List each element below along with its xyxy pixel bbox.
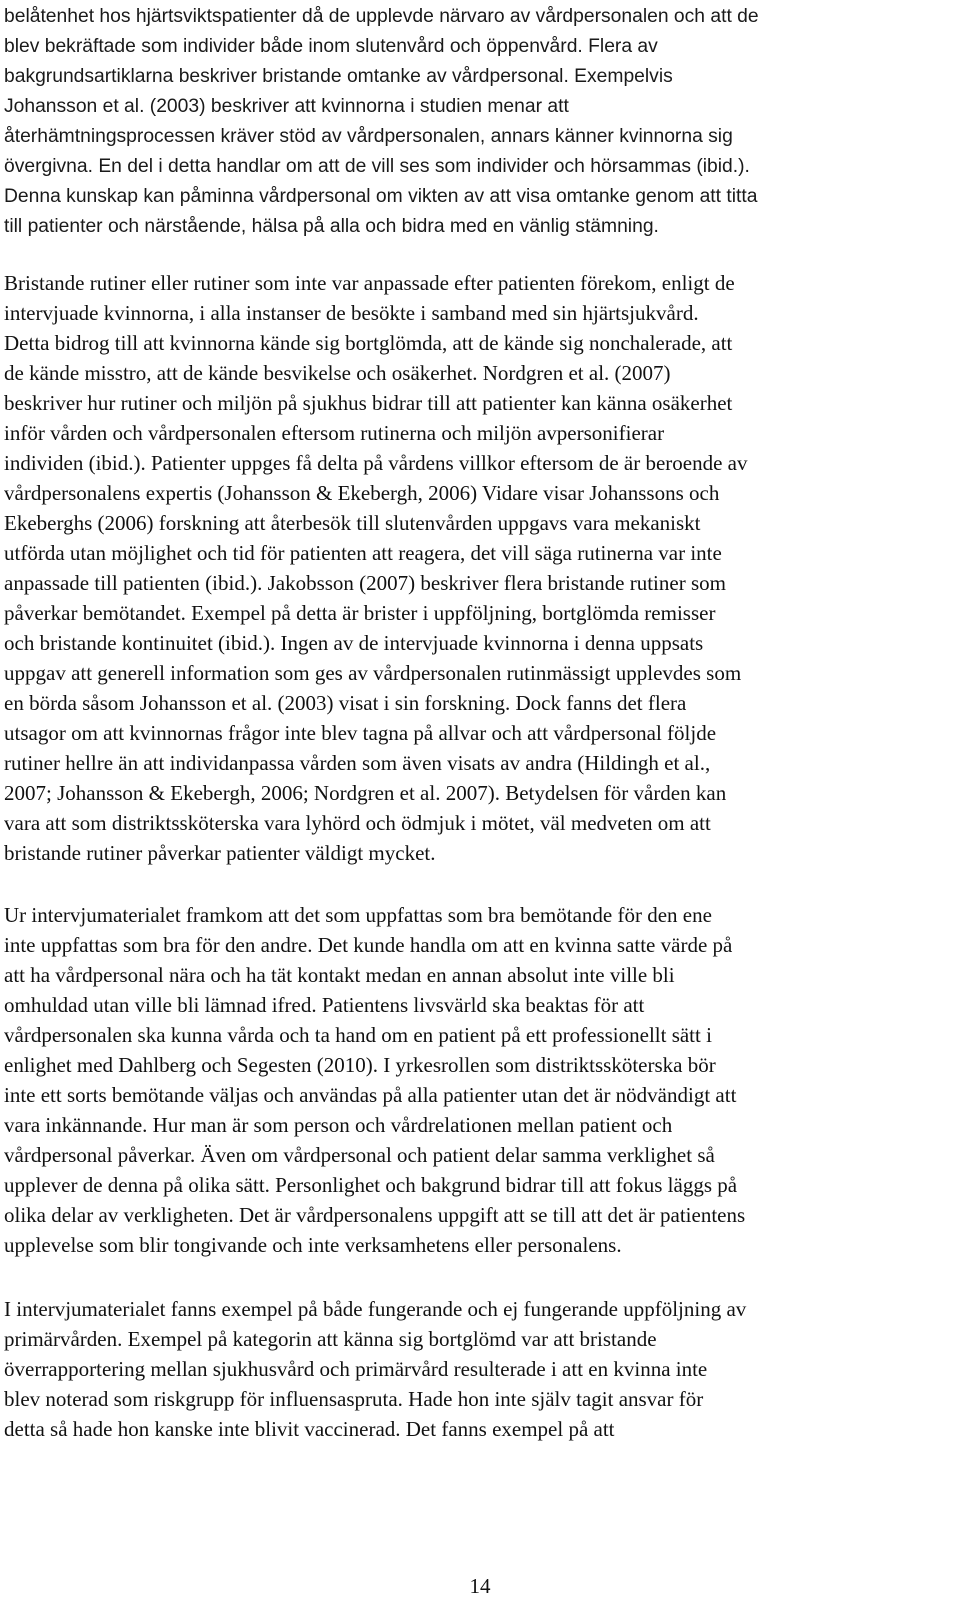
- text-line: enlighet med Dahlberg och Segesten (2010). I yrkesrollen som distriktssköterska bör: [4, 1053, 716, 1077]
- text-line: beskriver hur rutiner och miljön på sjukhus bidrar till att patienter kan känna osäkerhet: [4, 391, 733, 415]
- text-line: Denna kunskap kan påminna vårdpersonal om vikten av att visa omtanke genom att titta: [4, 186, 758, 207]
- text-line: upplever de denna på olika sätt. Personlighet och bakgrund bidrar till att fokus läggs på: [4, 1173, 738, 1197]
- text-line: Johansson et al. (2003) beskriver att kvinnorna i studien menar att: [4, 96, 569, 117]
- text-line: omhuldad utan ville bli lämnad ifred. Patientens livsvärld ska beaktas för att: [4, 993, 645, 1017]
- text-line: inte uppfattas som bra för den andre. Det kunde handla om att en kvinna satte värde på: [4, 933, 733, 957]
- text-line: blev noterad som riskgrupp för influensaspruta. Hade hon inte själv tagit ansvar för: [4, 1387, 704, 1411]
- text-line: vårdpersonalen ska kunna vårda och ta hand om en patient på ett professionellt sätt i: [4, 1023, 712, 1047]
- text-line: inte ett sorts bemötande väljas och användas på alla patienter utan det är nödvändigt att: [4, 1083, 737, 1107]
- text-line: överrapportering mellan sjukhusvård och primärvård resulterade i att en kvinna inte: [4, 1357, 708, 1381]
- text-line: en börda såsom Johansson et al. (2003) visat i sin forskning. Dock fanns det flera: [4, 691, 687, 715]
- text-line: blev bekräftade som individer både inom slutenvård och öppenvård. Flera av: [4, 36, 658, 57]
- text-line: I intervjumaterialet fanns exempel på både fungerande och ej fungerande uppföljning av: [4, 1297, 747, 1321]
- paragraph-2: [4, 268, 954, 868]
- text-line: rutiner hellre än att individanpassa vården som även visats av andra (Hildingh et al.,: [4, 751, 711, 775]
- paragraph-4: [4, 1294, 954, 1444]
- text-line: vårdpersonalens expertis (Johansson & Ekebergh, 2006) Vidare visar Johanssons och: [4, 481, 720, 505]
- text-line: utförda utan möjlighet och tid för patienten att reagera, det vill säga rutinerna var inte: [4, 541, 722, 565]
- text-line: Ekeberghs (2006) forskning att återbesök till slutenvården uppgavs vara mekaniskt: [4, 511, 701, 535]
- text-line: vårdpersonal påverkar. Även om vårdpersonal och patient delar samma verklighet så: [4, 1143, 715, 1167]
- text-line: inför vården och vårdpersonalen eftersom rutinerna och miljön avpersonifierar: [4, 421, 665, 445]
- text-line: påverkar bemötandet. Exempel på detta är brister i uppföljning, bortglömda remisser: [4, 601, 716, 625]
- text-line: Detta bidrog till att kvinnorna kände sig bortglömda, att de kände sig nonchalerade, att: [4, 331, 733, 355]
- text-line: och bristande kontinuitet (ibid.). Ingen av de intervjuade kvinnorna i denna uppsats: [4, 631, 704, 655]
- text-line: belåtenhet hos hjärtsviktspatienter då de upplevde närvaro av vårdpersonalen och att de: [4, 6, 759, 27]
- text-line: återhämtningsprocessen kräver stöd av vårdpersonalen, annars känner kvinnorna sig: [4, 126, 733, 147]
- text-line: bristande rutiner påverkar patienter väldigt mycket.: [4, 841, 436, 865]
- text-line: att ha vårdpersonal nära och ha tät kontakt medan en annan absolut inte ville bli: [4, 963, 675, 987]
- text-line: 2007; Johansson & Ekebergh, 2006; Nordgren et al. 2007). Betydelsen för vården kan: [4, 781, 727, 805]
- paragraph-1: [4, 2, 954, 242]
- paragraph-3: [4, 900, 954, 1260]
- text-line: olika delar av verkligheten. Det är vårdpersonalens uppgift att se till att det är patientens: [4, 1203, 746, 1227]
- text-line: utsagor om att kvinnornas frågor inte blev tagna på allvar och att vårdpersonal följde: [4, 721, 717, 745]
- text-line: individen (ibid.). Patienter uppges få delta på vårdens villkor eftersom de är beroende av: [4, 451, 748, 475]
- page-number: 14: [469, 1574, 491, 1598]
- text-line: uppgav att generell information som ges av vårdpersonalen rutinmässigt upplevdes som: [4, 661, 742, 685]
- text-line: primärvården. Exempel på kategorin att känna sig bortglömd var att bristande: [4, 1327, 657, 1351]
- text-line: intervjuade kvinnorna, i alla instanser de besökte i samband med sin hjärtsjukvård.: [4, 301, 699, 325]
- text-line: övergivna. En del i detta handlar om att de vill ses som individer och hörsammas (ibid.).: [4, 156, 750, 177]
- text-line: till patienter och närstående, hälsa på alla och bidra med en vänlig stämning.: [4, 216, 659, 237]
- text-line: upplevelse som blir tongivande och inte verksamhetens eller personalens.: [4, 1233, 622, 1257]
- text-line: vara inkännande. Hur man är som person och vårdrelationen mellan patient och: [4, 1113, 673, 1137]
- text-line: bakgrundsartiklarna beskriver bristande omtanke av vårdpersonal. Exempelvis: [4, 66, 673, 87]
- text-line: Ur intervjumaterialet framkom att det som uppfattas som bra bemötande för den ene: [4, 903, 712, 927]
- text-line: vara att som distriktssköterska vara lyhörd och ödmjuk i mötet, väl medveten om att: [4, 811, 711, 835]
- text-line: anpassade till patienten (ibid.). Jakobsson (2007) beskriver flera bristande rutiner som: [4, 571, 726, 595]
- text-line: Bristande rutiner eller rutiner som inte var anpassade efter patienten förekom, enligt de: [4, 271, 735, 295]
- text-line: detta så hade hon kanske inte blivit vaccinerad. Det fanns exempel på att: [4, 1417, 615, 1441]
- text-line: de kände misstro, att de kände besvikelse och osäkerhet. Nordgren et al. (2007): [4, 361, 671, 385]
